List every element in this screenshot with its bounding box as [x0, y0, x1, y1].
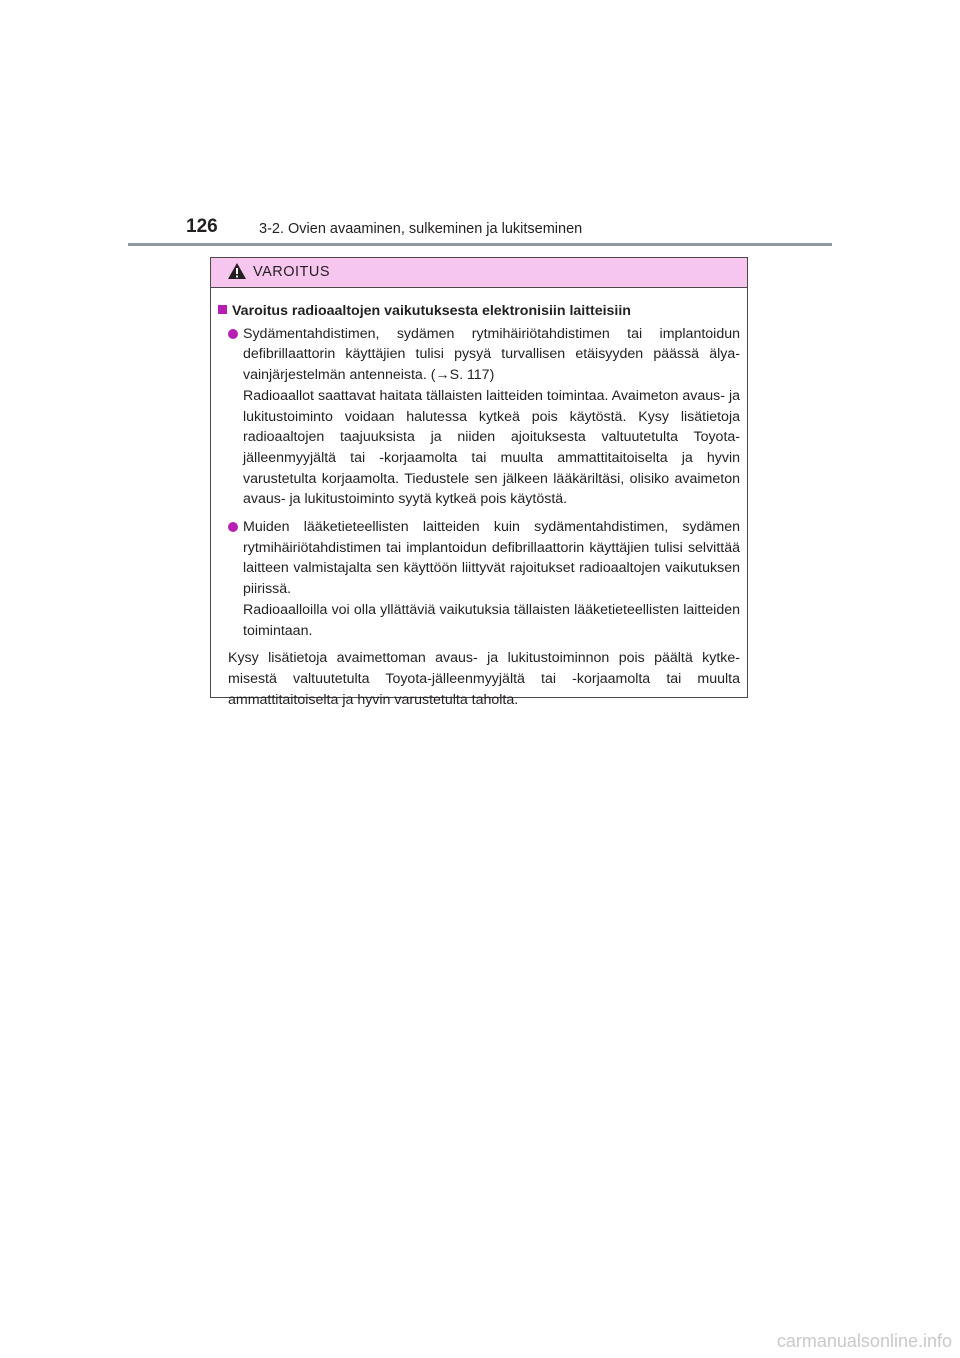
paragraph: Radioaallot saattavat haitata tällaisten laitteiden toimintaa. Avaimeton avaus- ja lukitustoiminto voidaan halutessa kytkeä pois käytöstä. Kysy lisätietoja radioaaltojen taajuuksista ja niiden ajoituksesta valtuutetulta Toyota-jälleenmyyjältä tai -korjaamolta tai muulta ammattitaitoiselta ja hyvin varustetulta korjaamolta. Tiedustele sen jälkeen lääkäriltäsi, olisiko avaimeton avaus- ja lukitustoiminto syytä kytkeä pois käytöstä. [243, 387, 740, 508]
warning-box [210, 257, 748, 708]
warning-heading-text: Varoitus radioaaltojen vaikutuksesta elektronisiin laitteisiin [232, 303, 631, 319]
watermark: carmanualsonline.info [776, 1331, 952, 1351]
section-title: 3-2. Ovien avaaminen, sulkeminen ja lukitseminen [259, 221, 583, 237]
bullet-text [243, 324, 740, 510]
page-number: 126 [186, 216, 218, 237]
paragraph: Radioaalloilla voi olla yllättäviä vaikutuksia tällaisten lääketieteellisten laitteiden toimintaan. [243, 601, 740, 639]
warning-header [211, 258, 747, 288]
bullet-item [228, 324, 740, 510]
round-bullet-icon [228, 329, 238, 339]
header-rule [128, 243, 832, 246]
closing-text: Kysy lisätietoja avaimettoman avaus- ja lukitustoiminnon pois päältä kytkemisestä valtuutetulta Toyota-jälleenmyyjältä tai -korjaamolta tai muulta ammattitaitoiselta ja hyvin varustetulta taholta. [228, 650, 740, 708]
warning-body [211, 288, 747, 710]
warning-title: VAROITUS [253, 264, 331, 280]
round-bullet-icon [228, 522, 238, 532]
closing-note [228, 648, 740, 710]
paragraph: Sydämentahdistimen, sydämen rytmihäiriötahdistimen tai implantoidun defibrillaattorin käyttäjien tulisi pysyä turvallisen etäisyyden päässä älyavainjärjestelmän antenneista. (→S. 117) [243, 325, 740, 384]
bullet-text [243, 517, 740, 641]
square-bullet-icon [218, 305, 227, 314]
warning-heading [218, 301, 740, 322]
bullet-item [228, 517, 740, 641]
warning-triangle-icon [227, 262, 247, 280]
paragraph: Muiden lääketieteellisten laitteiden kuin sydämentahdistimen, sydämen rytmihäiriötahdistimen tai implantoidun defibrillaattorin käyttäjien tulisi selvittää laitteen valmistajalta sen käyttöön liittyvät rajoitukset radioaaltojen vaikutuksen piirissä. [243, 519, 740, 598]
